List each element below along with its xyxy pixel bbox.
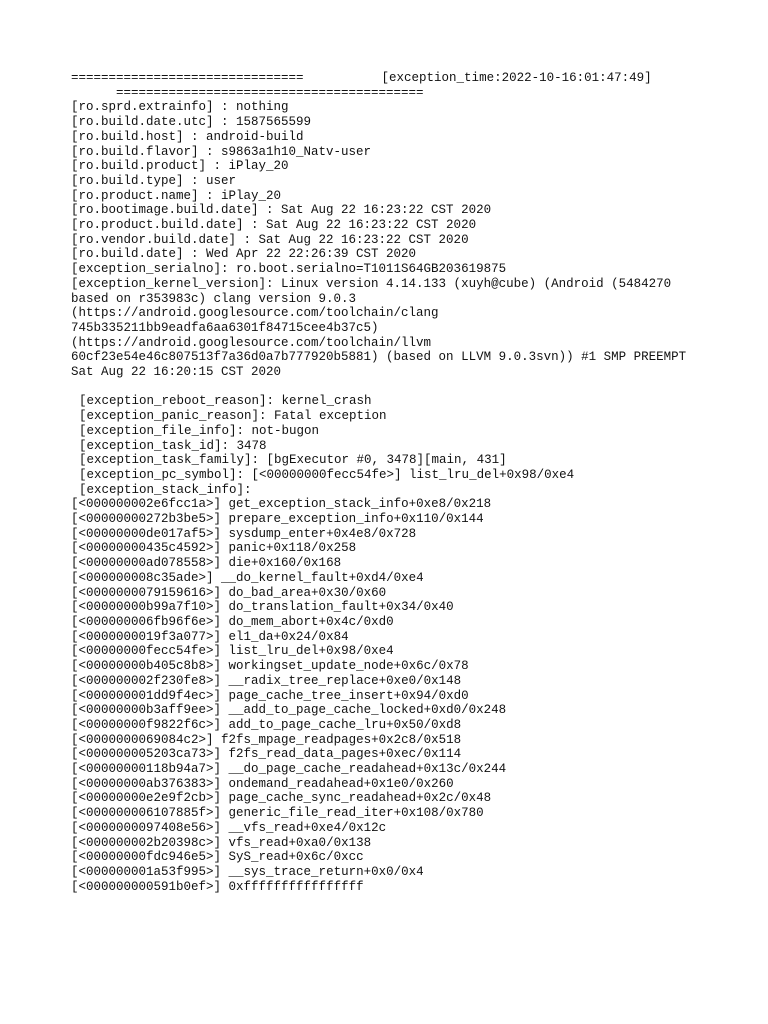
frame-address: [<000000001dd9f4ec>] (71, 688, 222, 703)
frame-address: [<000000008c35ade>] (71, 570, 214, 585)
frame-address: [<00000000fecc54fe>] (71, 644, 222, 659)
frame-symbol: get_exception_stack_info+0xe8/0x218 (228, 497, 492, 512)
frame-address: [<000000001a53f995>] (71, 864, 222, 879)
exception-info-block (71, 394, 731, 497)
property-line: [ro.product.name] : iPlay_20 (71, 188, 282, 203)
frame-symbol: do_translation_fault+0x34/0x40 (228, 600, 454, 615)
frame-symbol: panic+0x118/0x258 (228, 541, 357, 556)
frame-symbol: add_to_page_cache_lru+0x50/0xd8 (228, 717, 462, 732)
frame-address: [<0000000097408e56>] (71, 820, 222, 835)
stack-frame (71, 703, 731, 718)
frame-address: [<0000000069084c2>] (71, 732, 214, 747)
kernel-version-line: Sat Aug 22 16:20:15 CST 2020 (71, 365, 282, 380)
stack-frame (71, 880, 731, 895)
stack-frame (71, 659, 731, 674)
exception-info-line: [exception_stack_info]: (79, 482, 252, 497)
stack-frame (71, 571, 731, 586)
kernel-version-block (71, 277, 731, 380)
exception-info-line: [exception_pc_symbol]: [<00000000fecc54fe>] list_lru_del+0x98/0xe4 (79, 467, 575, 482)
frame-symbol: 0xffffffffffffffff (228, 879, 364, 894)
property-line: [ro.product.build.date] : Sat Aug 22 16:23:22 CST 2020 (71, 218, 477, 233)
stack-frame (71, 836, 731, 851)
frame-address: [<00000000b99a7f10>] (71, 600, 222, 615)
stack-frame (71, 733, 731, 748)
frame-address: [<0000000079159616>] (71, 585, 222, 600)
stack-frame (71, 586, 731, 601)
property-line: [ro.vendor.build.date] : Sat Aug 22 16:23:22 CST 2020 (71, 232, 469, 247)
frame-symbol: __radix_tree_replace+0xe0/0x148 (228, 673, 462, 688)
stack-frame (71, 718, 731, 733)
exception-time: [exception_time:2022-10-16:01:47:49] (381, 71, 652, 85)
exception-info-line: [exception_reboot_reason]: kernel_crash (79, 394, 372, 409)
separator-right: ========================================= (116, 85, 424, 100)
frame-symbol: el1_da+0x24/0x84 (228, 629, 349, 644)
stack-frame (71, 747, 731, 762)
frame-symbol: die+0x160/0x168 (228, 556, 342, 571)
exception-info-line: [exception_task_id]: 3478 (79, 438, 267, 453)
stack-frame (71, 541, 731, 556)
frame-symbol: __do_kernel_fault+0xd4/0xe4 (221, 570, 424, 585)
frame-address: [<000000002e6fcc1a>] (71, 497, 222, 512)
property-line: [ro.build.date.utc] : 1587565599 (71, 115, 312, 130)
frame-address: [<000000005203ca73>] (71, 747, 222, 762)
frame-symbol: sysdump_enter+0x4e8/0x728 (228, 526, 417, 541)
frame-symbol: do_mem_abort+0x4c/0xd0 (228, 615, 394, 629)
stack-frame (71, 806, 731, 821)
property-line: [ro.build.host] : android-build (71, 129, 304, 144)
frame-symbol: __vfs_read+0xe4/0x12c (228, 820, 387, 835)
stack-frame (71, 527, 731, 542)
kernel-version-line: (https://android.googlesource.com/toolchain/llvm (71, 335, 432, 350)
kernel-version-line: 60cf23e54e46c807513f7a36d0a7b777920b5881) (based on LLVM 9.0.3svn)) #1 SMP PREEMPT (71, 350, 687, 365)
frame-symbol: prepare_exception_info+0x110/0x144 (228, 512, 484, 527)
stack-frame (71, 674, 731, 689)
frame-address: [<00000000118b94a7>] (71, 762, 222, 777)
build-properties (71, 100, 731, 276)
blank-line (71, 380, 731, 395)
stack-frame (71, 512, 731, 527)
stack-frame (71, 865, 731, 880)
kernel-version-line: [exception_kernel_version]: Linux version 4.14.133 (xuyh@cube) (Android (5484270 (71, 276, 672, 291)
header-line (71, 71, 731, 86)
frame-address: [<000000002b20398c>] (71, 835, 222, 850)
exception-info-line: [exception_panic_reason]: Fatal exception (79, 409, 387, 424)
frame-address: [<00000000ad078558>] (71, 556, 222, 571)
frame-address: [<000000006fb96f6e>] (71, 615, 222, 629)
kernel-version-line: 745b335211bb9eadfa6aa6301f84715cee4b37c5) (71, 320, 379, 335)
frame-address: [<000000006107885f>] (71, 806, 222, 821)
stack-frame (71, 777, 731, 792)
property-line: [exception_serialno]: ro.boot.serialno=T1011S64GB203619875 (71, 262, 507, 277)
frame-symbol: __sys_trace_return+0x0/0x4 (228, 864, 424, 879)
property-line: [ro.build.product] : iPlay_20 (71, 159, 289, 174)
frame-address: [<00000000272b3be5>] (71, 512, 222, 527)
frame-symbol: f2fs_mpage_readpages+0x2c8/0x518 (221, 732, 462, 747)
frame-symbol: page_cache_tree_insert+0x94/0xd0 (228, 688, 469, 703)
stack-frame (71, 644, 731, 659)
frame-address: [<0000000019f3a077>] (71, 629, 222, 644)
frame-address: [<00000000fdc946e5>] (71, 850, 222, 865)
frame-symbol: vfs_read+0xa0/0x138 (228, 835, 372, 850)
stack-frame (71, 762, 731, 777)
frame-address: [<00000000435c4592>] (71, 541, 222, 556)
separator-left: =============================== (71, 71, 304, 85)
frame-address: [<00000000de017af5>] (71, 526, 222, 541)
stack-frame (71, 689, 731, 704)
frame-address: [<00000000b3aff9ee>] (71, 703, 222, 718)
kernel-version-line: based on r353983c) clang version 9.0.3 (71, 291, 357, 306)
frame-symbol: list_lru_del+0x98/0xe4 (228, 644, 394, 659)
exception-info-line: [exception_file_info]: not-bugon (79, 423, 320, 438)
frame-symbol: do_bad_area+0x30/0x60 (228, 585, 387, 600)
frame-symbol: f2fs_read_data_pages+0xec/0x114 (228, 747, 462, 762)
property-line: [ro.sprd.extrainfo] : nothing (71, 100, 289, 115)
stack-frame (71, 630, 731, 645)
frame-address: [<000000002f230fe8>] (71, 673, 222, 688)
frame-address: [<00000000e2e9f2cb>] (71, 791, 222, 806)
frame-address: [<000000000591b0ef>] (71, 879, 222, 894)
stack-trace (71, 497, 731, 894)
property-line: [ro.build.type] : user (71, 173, 237, 188)
frame-symbol: generic_file_read_iter+0x108/0x780 (228, 806, 484, 821)
frame-address: [<00000000f9822f6c>] (71, 717, 222, 732)
frame-address: [<00000000b405c8b8>] (71, 659, 222, 674)
property-line: [ro.bootimage.build.date] : Sat Aug 22 16:23:22 CST 2020 (71, 203, 492, 218)
property-line: [ro.build.date] : Wed Apr 22 22:26:39 CST 2020 (71, 247, 417, 262)
stack-frame (71, 600, 731, 615)
stack-frame (71, 850, 731, 865)
stack-frame (71, 791, 731, 806)
property-line: [ro.build.flavor] : s9863a1h10_Natv-user (71, 144, 372, 159)
stack-frame (71, 821, 731, 836)
frame-address: [<00000000ab376383>] (71, 776, 222, 791)
frame-symbol: page_cache_sync_readahead+0x2c/0x48 (228, 791, 492, 806)
kernel-version-line: (https://android.googlesource.com/toolchain/clang (71, 306, 439, 321)
stack-frame (71, 556, 731, 571)
exception-info-line: [exception_task_family]: [bgExecutor #0, 3478][main, 431] (79, 453, 507, 468)
stack-frame (71, 497, 731, 512)
frame-symbol: workingset_update_node+0x6c/0x78 (228, 659, 469, 674)
frame-symbol: ondemand_readahead+0x1e0/0x260 (228, 776, 454, 791)
stack-frame (71, 615, 731, 630)
frame-symbol: __add_to_page_cache_locked+0xd0/0x248 (228, 703, 507, 718)
frame-symbol: SyS_read+0x6c/0xcc (228, 850, 364, 865)
frame-symbol: __do_page_cache_readahead+0x13c/0x244 (228, 762, 507, 777)
crash-log-document (71, 71, 731, 894)
